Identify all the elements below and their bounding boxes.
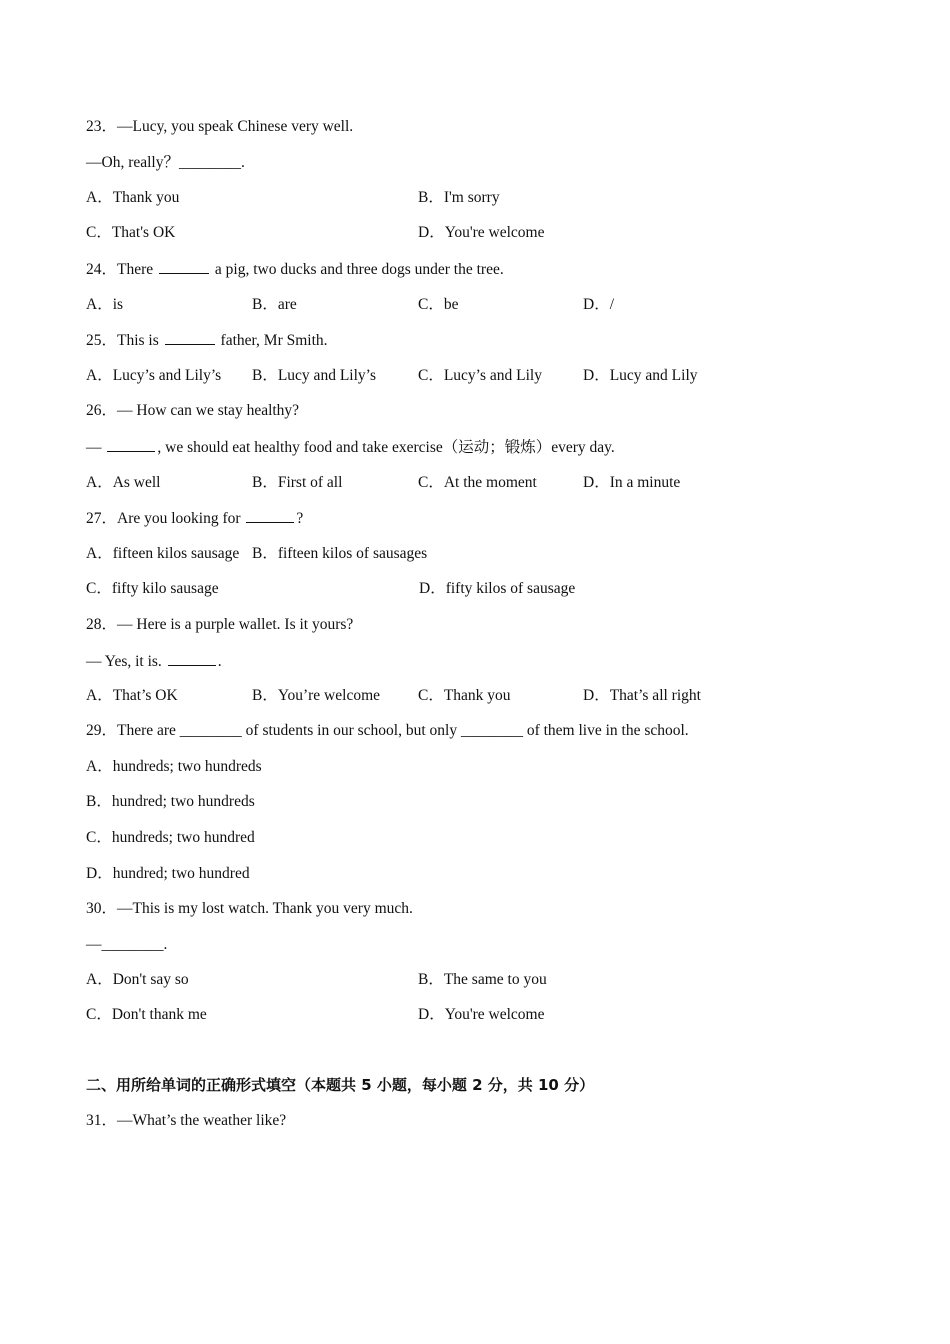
q26-option-a[interactable]: A．As well bbox=[86, 474, 161, 491]
q23-reply bbox=[86, 153, 245, 173]
q29-option-d[interactable]: D．hundred; two hundred bbox=[86, 865, 250, 882]
q25-blank bbox=[165, 330, 215, 345]
q27-stem-pre: 27．Are you looking for bbox=[86, 510, 241, 527]
q28-reply bbox=[86, 651, 222, 672]
q23-option-d[interactable]: D．You're welcome bbox=[418, 224, 545, 241]
q24-option-d[interactable]: D．/ bbox=[583, 296, 615, 313]
q26-reply bbox=[86, 437, 615, 458]
q27-stem-post: ? bbox=[296, 510, 304, 527]
q24-blank bbox=[159, 259, 209, 274]
q23-option-c[interactable]: C．That's OK bbox=[86, 224, 176, 241]
q25-stem bbox=[86, 330, 328, 351]
q25-option-a[interactable]: A．Lucy’s and Lily’s bbox=[86, 367, 222, 384]
q24-option-b[interactable]: B．are bbox=[252, 296, 297, 313]
q30-option-d[interactable]: D．You're welcome bbox=[418, 1006, 545, 1023]
q29-stem: 29．There are ________ of students in our school, but only ________ of them live in the school. bbox=[86, 722, 689, 739]
q27-option-d[interactable]: D．fifty kilos of sausage bbox=[419, 580, 576, 597]
q26-blank bbox=[107, 437, 155, 452]
q23-reply-blank: ________ bbox=[178, 154, 241, 171]
q29-option-c[interactable]: C．hundreds; two hundred bbox=[86, 829, 255, 846]
q29-option-b[interactable]: B．hundred; two hundreds bbox=[86, 793, 255, 810]
q28-option-a[interactable]: A．That’s OK bbox=[86, 687, 178, 704]
q24-option-c[interactable]: C．be bbox=[418, 296, 459, 313]
q26-option-d[interactable]: D．In a minute bbox=[583, 474, 681, 491]
q25-option-b[interactable]: B．Lucy and Lily’s bbox=[252, 367, 376, 384]
q26-option-b[interactable]: B．First of all bbox=[252, 474, 343, 491]
q28-reply-post: . bbox=[217, 653, 222, 670]
q28-blank bbox=[168, 651, 216, 666]
q28-option-c[interactable]: C．Thank you bbox=[418, 687, 511, 704]
q27-stem bbox=[86, 508, 303, 529]
section-2-title: 二、用所给单词的正确形式填空（本题共 5 小题，每小题 2 分，共 10 分） bbox=[86, 1076, 595, 1094]
q27-option-c[interactable]: C．fifty kilo sausage bbox=[86, 580, 219, 597]
q26-stem: 26．— How can we stay healthy? bbox=[86, 402, 300, 419]
q28-stem: 28．— Here is a purple wallet. Is it yours? bbox=[86, 616, 354, 633]
q28-option-d[interactable]: D．That’s all right bbox=[583, 687, 701, 704]
q28-reply-pre: — Yes, it is. bbox=[86, 653, 162, 670]
q25-option-c[interactable]: C．Lucy’s and Lily bbox=[418, 367, 542, 384]
q25-stem-pre: 25．This is bbox=[86, 332, 159, 349]
q30-stem: 30．—This is my lost watch. Thank you very much. bbox=[86, 900, 413, 917]
q30-option-a[interactable]: A．Don't say so bbox=[86, 971, 189, 988]
q24-stem-post: a pig, two ducks and three dogs under the tree. bbox=[214, 261, 504, 278]
q25-stem-post: father, Mr Smith. bbox=[220, 332, 328, 349]
q23-option-b[interactable]: B．I'm sorry bbox=[418, 189, 500, 206]
q27-option-a[interactable]: A．fifteen kilos sausage bbox=[86, 545, 240, 562]
q26-option-c[interactable]: C．At the moment bbox=[418, 474, 537, 491]
q24-stem-pre: 24．There bbox=[86, 261, 154, 278]
q30-reply: —________. bbox=[86, 936, 168, 953]
q24-stem bbox=[86, 259, 504, 280]
q31-stem: 31．—What’s the weather like? bbox=[86, 1112, 287, 1129]
q27-option-b[interactable]: B．fifteen kilos of sausages bbox=[252, 545, 428, 562]
q23-stem: 23．—Lucy, you speak Chinese very well. bbox=[86, 118, 354, 135]
q23-option-a[interactable]: A．Thank you bbox=[86, 189, 180, 206]
q23-reply-pre: —Oh, really？ bbox=[86, 154, 179, 171]
q29-option-a[interactable]: A．hundreds; two hundreds bbox=[86, 758, 262, 775]
q26-reply-pre: — bbox=[86, 439, 102, 456]
q30-option-b[interactable]: B．The same to you bbox=[418, 971, 547, 988]
q26-reply-post: , we should eat healthy food and take exercise（运动；锻炼）every day. bbox=[157, 439, 615, 456]
q25-option-d[interactable]: D．Lucy and Lily bbox=[583, 367, 698, 384]
q24-option-a[interactable]: A．is bbox=[86, 296, 124, 313]
q23-reply-post: . bbox=[240, 154, 245, 171]
q30-option-c[interactable]: C．Don't thank me bbox=[86, 1006, 207, 1023]
q28-option-b[interactable]: B．You’re welcome bbox=[252, 687, 381, 704]
q27-blank bbox=[246, 508, 294, 523]
